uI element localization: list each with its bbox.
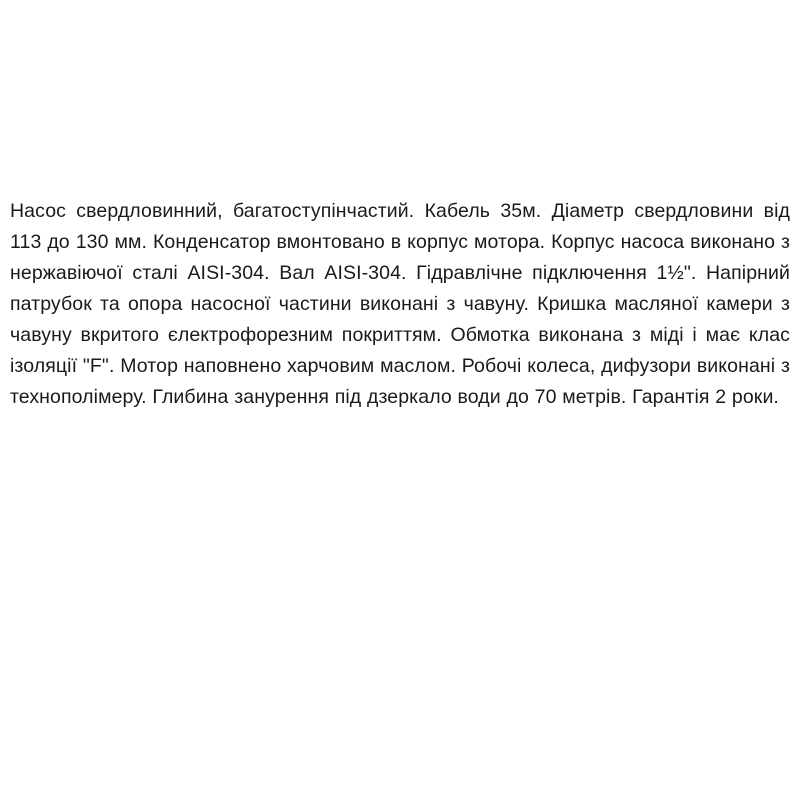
product-description-block [10, 196, 790, 413]
product-description-text: Насос свердловинний, багатоступінчастий. Кабель 35м. Діаметр свердловини від 113 до 130 мм. Конденсатор вмонтовано в корпус мотора. Корпус насоса виконано з нержавіючої сталі AISI-304. Вал AISI-304. Гідравлічне підключення 1½". Напірний патрубок та опора насосної частини виконані з чавуну. Кришка масляної камери з чавуну вкритого єлектрофорезним покриттям. Обмотка виконана з міді і має клас ізоляції "F". Мотор наповнено харчовим маслом. Робочі колеса, дифузори виконані з технополімеру. Глибина занурення під дзеркало води до 70 метрів. Гарантія 2 роки. [10, 200, 790, 408]
